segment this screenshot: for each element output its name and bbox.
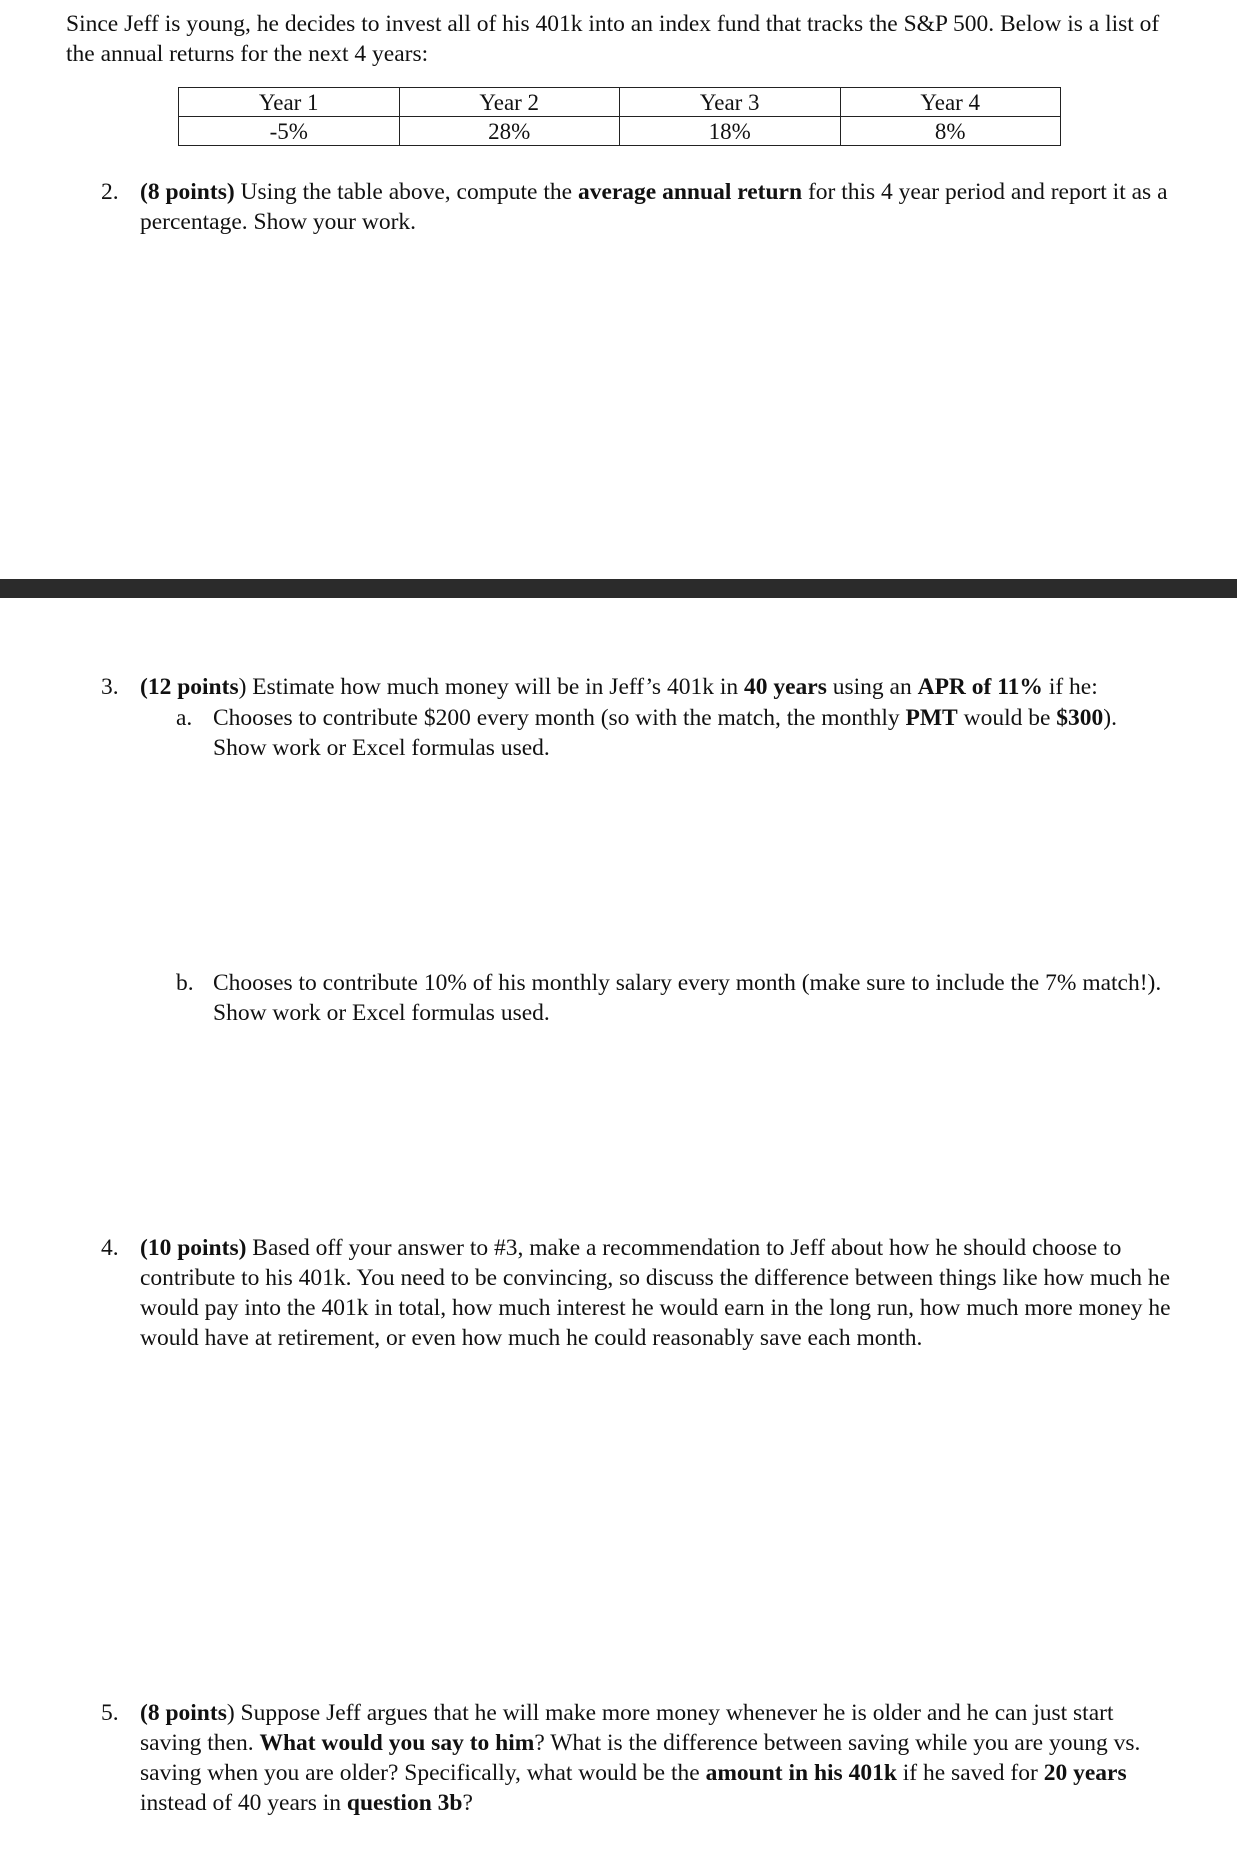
question-text-part: ? <box>462 1790 473 1816</box>
table-cell: 8% <box>840 117 1061 146</box>
table-header-cell: Year 1 <box>179 88 400 117</box>
table-cell: 18% <box>620 117 841 146</box>
question-text-part: Chooses to contribute $200 every month (so with the match, the monthly <box>213 705 906 731</box>
question-text <box>140 672 1180 702</box>
intro-paragraph: Since Jeff is young, he decides to invest all of his 401k into an index fund that tracks the S&P 500. Below is a list of the annual returns for the next 4 years: <box>66 11 1160 67</box>
question-text-part: ? What is the difference between saving while you are young vs. saving when you are older? Specifically, what would be the <box>140 1730 1141 1786</box>
subquestion-label: a. <box>176 705 193 731</box>
question-points: (8 points <box>140 1700 227 1726</box>
question-text-part: if he: <box>1042 674 1098 700</box>
subquestion-text: Chooses to contribute 10% of his monthly salary every month (make sure to include the 7% match!). Show work or Excel formulas used. <box>213 970 1162 1026</box>
question-text <box>140 1698 1180 1818</box>
question-text-part: ) Suppose Jeff argues that he will make more money whenever he is older and he can just start saving then. <box>140 1700 1114 1756</box>
table-header-cell: Year 3 <box>620 88 841 117</box>
emphasis-text: 20 years <box>1043 1760 1127 1786</box>
question-number: 3. <box>101 674 119 700</box>
emphasis-text: APR of 11% <box>917 674 1043 700</box>
question-text-part: Based off your answer to #3, make a recommendation to Jeff about how he should choose to contribute to his 401k. You need to be convincing, so discuss the difference between things like how much he would pay into the 401k in total, how much interest he would earn in the long run, how much more money he would have at retirement, or even how much he could reasonably save each month. <box>140 1235 1171 1351</box>
question-text <box>140 177 1180 237</box>
annual-returns-table <box>178 87 1061 146</box>
question-text-part: ) Estimate how much money will be in Jeff’s 401k in <box>238 674 744 700</box>
question-number: 2. <box>101 179 119 205</box>
question-number: 5. <box>101 1700 119 1726</box>
question-text-part: for this 4 year period and report it as a percentage. Show your work. <box>140 179 1168 235</box>
table-header-row <box>179 88 1061 117</box>
table-cell: -5% <box>179 117 400 146</box>
section-divider <box>0 579 1237 598</box>
emphasis-text: PMT <box>905 705 958 731</box>
subquestion-text <box>213 703 1176 763</box>
question-text-part: Using the table above, compute the <box>234 179 578 205</box>
table-cell: 28% <box>399 117 620 146</box>
table-header-cell: Year 4 <box>840 88 1061 117</box>
question-text-part: would be <box>957 705 1057 731</box>
emphasis-text: average annual return <box>577 179 803 205</box>
question-points: (12 points <box>140 674 239 700</box>
emphasis-text: 40 years <box>743 674 827 700</box>
question-number: 4. <box>101 1235 119 1261</box>
question-text-part: if he saved for <box>896 1760 1044 1786</box>
table-header-cell: Year 2 <box>399 88 620 117</box>
question-text-part: using an <box>826 674 918 700</box>
question-points: (10 points) <box>140 1235 247 1261</box>
emphasis-text: $300 <box>1056 705 1104 731</box>
emphasis-text: What would you say to him <box>259 1730 535 1756</box>
question-text-part: ). Show work or Excel formulas used. <box>213 705 1117 761</box>
question-text-part: instead of 40 years in <box>140 1790 347 1816</box>
subquestion-label: b. <box>176 970 194 996</box>
table-row <box>179 117 1061 146</box>
question-points: (8 points) <box>140 179 235 205</box>
emphasis-text: question 3b <box>346 1790 463 1816</box>
question-text <box>140 1233 1180 1353</box>
emphasis-text: amount in his 401k <box>705 1760 897 1786</box>
